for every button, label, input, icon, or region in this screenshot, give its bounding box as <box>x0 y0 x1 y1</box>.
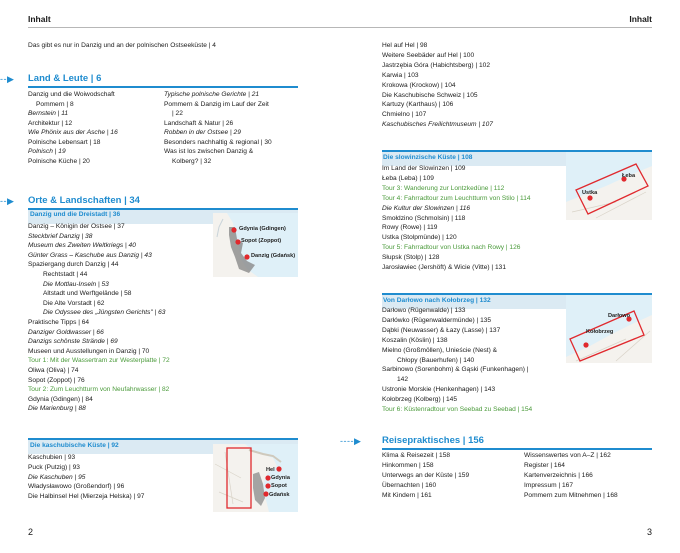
toc-entry[interactable]: Sopot (Zoppot) | 76 <box>28 376 85 384</box>
toc-entry[interactable]: Wie Phönix aus der Asche | 16 <box>28 129 118 136</box>
toc-entry[interactable]: Kartenverzeichnis | 166 <box>524 471 593 479</box>
toc-entry[interactable]: Jastrzębia Góra (Habichtsberg) | 102 <box>382 61 490 69</box>
toc-entry[interactable]: Krokowa (Krockow) | 104 <box>382 81 456 89</box>
map-label: Gdynia <box>271 475 290 481</box>
arrow-right-icon: - - - - ▶ <box>340 436 360 446</box>
chapter-title-slowinzen[interactable]: Die slowinzische Küste | 108 <box>383 154 473 161</box>
toc-entry[interactable]: Chłopy (Bauerhufen) | 140 <box>397 356 475 364</box>
toc-entry[interactable]: Tour 6: Küstenradtour von Seebad zu Seebad | 154 <box>382 406 533 413</box>
section-rule <box>382 448 652 450</box>
toc-entry[interactable]: Praktische Tipps | 64 <box>28 319 90 326</box>
toc-entry[interactable]: Unterwegs an der Küste | 159 <box>382 471 470 479</box>
toc-entry[interactable]: Kaschubisches Freilichtmuseum | 107 <box>382 121 493 129</box>
map-label: Sopot <box>271 483 287 489</box>
toc-entry[interactable]: Museum des Zweiten Weltkriegs | 40 <box>28 242 136 250</box>
toc-entry[interactable]: Darłowo (Rügenwalde) | 133 <box>382 307 466 314</box>
chapter-title-darlowo[interactable]: Von Darłowo nach Kołobrzeg | 132 <box>383 297 491 304</box>
toc-entry[interactable]: Landschaft & Natur | 26 <box>164 119 234 127</box>
toc-entry[interactable]: Polnische Lebensart | 18 <box>28 138 101 146</box>
toc-entry[interactable]: Polnische Küche | 20 <box>28 157 90 165</box>
toc-entry[interactable]: Impressum | 167 <box>524 481 573 489</box>
toc-entry[interactable]: Die Kaschubische Schweiz | 105 <box>382 91 478 99</box>
map-label: Hel <box>266 467 275 473</box>
toc-entry[interactable]: Danzig – Königin der Ostsee | 37 <box>28 223 125 230</box>
section-heading-orte[interactable]: Orte & Landschaften | 34 <box>28 195 140 206</box>
toc-entry[interactable]: Słupsk (Stolp) | 128 <box>382 254 440 262</box>
section-rule <box>28 86 298 88</box>
map-label: Gdańsk <box>269 492 290 498</box>
toc-entry[interactable]: Karwia | 103 <box>382 71 419 79</box>
toc-entry[interactable]: Gdynia (Gdingen) | 84 <box>28 395 93 403</box>
map-thumbnail-darlowo <box>566 295 652 363</box>
map-label: Danzig (Gdańsk) <box>251 253 296 259</box>
toc-entry[interactable]: Architektur | 12 <box>28 119 73 127</box>
toc-entry[interactable]: Darłówko (Rügenwaldermünde) | 135 <box>382 316 492 324</box>
toc-entry[interactable]: Hinkommen | 158 <box>382 461 434 469</box>
toc-entry[interactable]: Ustka (Stolpmünde) | 120 <box>382 234 457 242</box>
toc-entry[interactable]: Mit Kindern | 161 <box>382 491 432 499</box>
section-heading-reise[interactable]: Reisepraktisches | 156 <box>382 435 484 446</box>
toc-entry[interactable]: Übernachten | 160 <box>382 481 437 489</box>
page-number: 3 <box>646 527 652 537</box>
toc-entry[interactable]: Die Odyssee des „Jüngsten Gerichts" | 63 <box>43 309 166 317</box>
toc-entry[interactable]: Puck (Putzig) | 93 <box>28 463 80 471</box>
toc-entry[interactable]: Mielno (Großmöllen), Unieście (Nest) & <box>382 346 498 354</box>
toc-entry[interactable]: Chmielno | 107 <box>382 111 427 119</box>
map-thumbnail-kaschuben <box>213 444 298 512</box>
toc-entry[interactable]: Spaziergang durch Danzig | 44 <box>28 261 119 269</box>
arrow-right-icon: - - ▶ <box>0 196 13 206</box>
toc-entry[interactable]: Register | 164 <box>524 461 565 469</box>
toc-entry[interactable]: Władysławowo (Großendorf) | 96 <box>28 483 125 491</box>
chapter-title-danzig[interactable]: Danzig und die Dreistadt | 36 <box>30 211 121 218</box>
toc-entry[interactable]: Danziger Goldwasser | 66 <box>28 328 104 336</box>
map-label: Łeba <box>622 173 636 179</box>
running-header: Inhalt <box>28 14 51 24</box>
toc-entry[interactable]: Besonders nachhaltig & regional | 30 <box>164 138 272 146</box>
toc-entry[interactable]: Die Mottlau-Inseln | 53 <box>43 280 109 288</box>
toc-entry[interactable]: Rowy (Rowe) | 119 <box>382 224 438 232</box>
map-thumbnail-slowinzen <box>566 152 652 220</box>
map-label: Ustka <box>582 190 598 196</box>
header-rule <box>340 27 652 28</box>
toc-entry[interactable]: Typische polnische Gerichte | 21 <box>164 91 260 98</box>
toc-entry[interactable]: Tour 1: Mit der Wassertram zur Westerplatte | 72 <box>28 357 170 365</box>
toc-entry[interactable]: Danzig und die Woiwodschaft <box>28 91 115 98</box>
toc-entry[interactable]: Kołobrzeg (Kolberg) | 145 <box>382 396 458 404</box>
toc-entry[interactable]: Polnisch | 19 <box>28 148 66 155</box>
toc-entry[interactable]: Die Kaschuben | 95 <box>28 473 86 481</box>
running-header: Inhalt <box>629 14 652 24</box>
toc-entry[interactable]: | 22 <box>172 110 183 117</box>
toc-entry[interactable]: 142 <box>397 376 409 384</box>
toc-entry[interactable]: Smołdzino (Schmolsin) | 118 <box>382 214 466 222</box>
toc-entry[interactable]: Sarbinowo (Sorenbohm) & Gąski (Funkenhagen) | <box>382 366 529 374</box>
toc-entry[interactable]: Pommern | 8 <box>36 100 74 108</box>
toc-entry[interactable]: Oliwa (Oliva) | 74 <box>28 367 79 374</box>
toc-entry[interactable]: Pommern & Danzig im Lauf der Zeit <box>164 100 269 108</box>
toc-entry[interactable]: Kolberg? | 32 <box>172 157 212 165</box>
header-rule <box>28 27 340 28</box>
toc-entry[interactable]: Robben in der Ostsee | 29 <box>164 129 241 136</box>
toc-entry[interactable]: Dąbki (Neuwasser) & Łazy (Lasse) | 137 <box>382 326 501 334</box>
toc-entry[interactable]: Hel auf Hel | 98 <box>382 42 428 49</box>
toc-entry[interactable]: Die Kultur der Slowinzen | 116 <box>382 204 471 212</box>
toc-entry[interactable]: Altstadt und Werftgelände | 58 <box>43 290 132 298</box>
right-page <box>340 0 680 553</box>
toc-entry[interactable]: Rechtstadt | 44 <box>43 271 88 278</box>
toc-entry[interactable]: Was ist los zwischen Danzig & <box>164 148 254 155</box>
toc-entry[interactable]: Koszalin (Köslin) | 138 <box>382 336 448 344</box>
toc-entry[interactable]: Weitere Seebäder auf Hel | 100 <box>382 51 475 59</box>
toc-entry[interactable]: Museen und Ausstellungen in Danzig | 70 <box>28 347 150 355</box>
page-number: 2 <box>28 527 34 537</box>
toc-entry[interactable]: Ustronie Morskie (Henkenhagen) | 143 <box>382 386 496 394</box>
toc-entry[interactable]: Pommern zum Mitnehmen | 168 <box>524 491 618 499</box>
toc-entry[interactable]: Die Marienburg | 88 <box>28 405 86 413</box>
map-label: Darłowo <box>608 313 631 319</box>
arrow-right-icon: - - ▶ <box>0 74 13 84</box>
intro-entry[interactable]: Das gibt es nur in Danzig und an der polnischen Ostseeküste | 4 <box>28 42 216 49</box>
toc-entry[interactable]: Die Halbinsel Hel (Mierzeja Helska) | 97 <box>28 493 145 501</box>
toc-entry[interactable]: Die Alte Vorstadt | 62 <box>43 299 105 307</box>
section-heading-land-leute[interactable]: Land & Leute | 6 <box>28 73 102 84</box>
toc-entry[interactable]: Tour 4: Fahrradtour zum Leuchtturm von Stilo | 114 <box>382 194 531 202</box>
toc-entry[interactable]: Kartuzy (Karthaus) | 106 <box>382 101 454 109</box>
map-label: Sopot (Zoppot) <box>241 238 282 244</box>
toc-entry[interactable]: Jarosławiec (Jershöft) & Wicie (Vitte) | 131 <box>382 264 506 271</box>
toc-entry[interactable]: Steckbrief Danzig | 38 <box>28 232 93 240</box>
map-label: Kołobrzeg <box>586 329 614 335</box>
toc-entry[interactable]: Tour 2: Zum Leuchtturm von Neufahrwasser | 82 <box>28 386 170 394</box>
toc-entry[interactable]: Klima & Reisezeit | 158 <box>382 452 451 459</box>
toc-entry[interactable]: Günter Grass – Kaschube aus Danzig | 43 <box>28 251 152 259</box>
toc-entry[interactable]: Łeba (Leba) | 109 <box>382 174 434 182</box>
toc-entry[interactable]: Danzigs schönste Strände | 69 <box>28 338 118 346</box>
map-thumbnail-danzig <box>213 213 298 277</box>
toc-entry[interactable]: Tour 3: Wanderung zur Lontzkedüne | 112 <box>382 184 505 192</box>
toc-entry[interactable]: Bernstein | 11 <box>28 110 69 117</box>
chapter-title-kaschuben[interactable]: Die kaschubische Küste | 92 <box>30 442 119 449</box>
map-label: Gdynia (Gdingen) <box>239 226 286 232</box>
toc-entry[interactable]: Kaschubien | 93 <box>28 454 76 461</box>
toc-entry[interactable]: Tour 5: Fahrradtour von Ustka nach Rowy | 126 <box>382 244 521 252</box>
toc-entry[interactable]: Wissenswertes von A–Z | 162 <box>524 452 611 459</box>
toc-entry[interactable]: Im Land der Slowinzen | 109 <box>382 165 466 172</box>
